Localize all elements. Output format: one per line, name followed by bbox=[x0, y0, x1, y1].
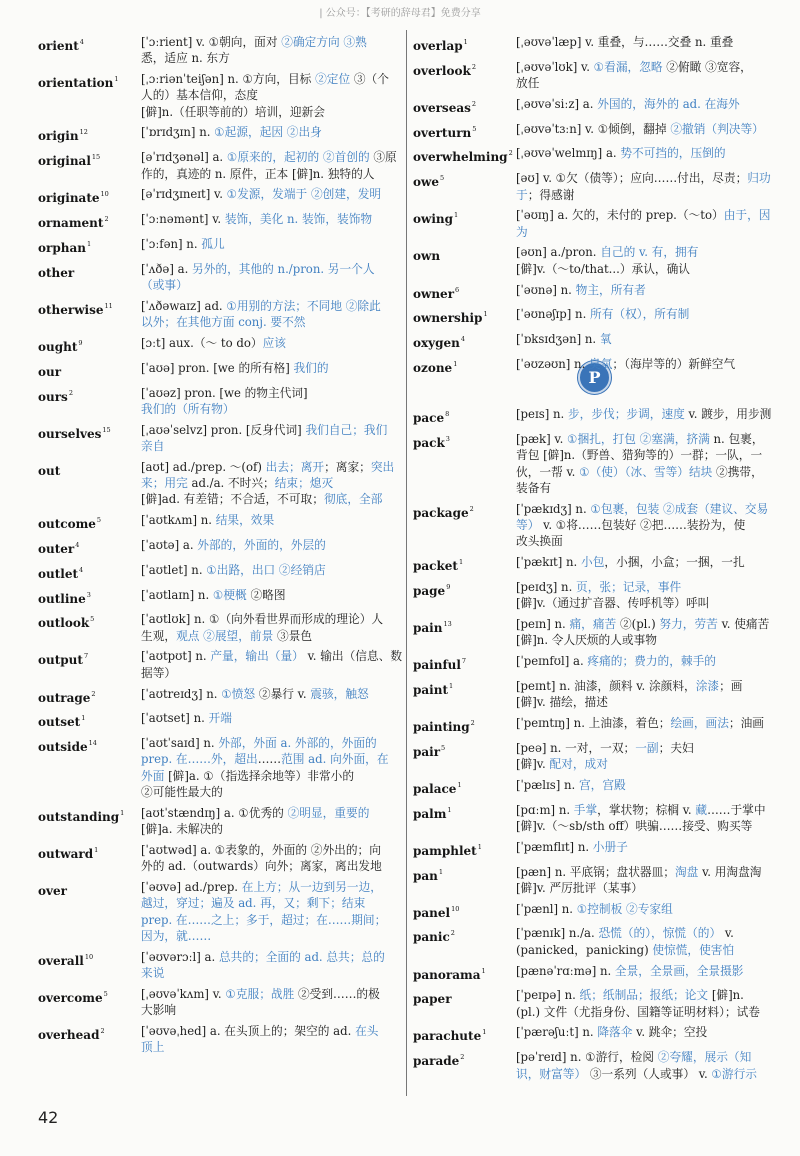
frequency-count: 1 bbox=[449, 681, 454, 690]
dictionary-entry bbox=[413, 306, 776, 326]
dictionary-entry bbox=[38, 261, 404, 294]
definition: [ˈpeɪpə] n. 纸；纸制品；报纸；论文 [僻]n. (pl.) 文件（尤指身份、国籍等证明材料）；试卷 bbox=[516, 988, 760, 1019]
definition: [ˈaʊtlʊk] n. ①（向外看世界而形成的理论）人 生观，观点 ②展望，前景 ③景色 bbox=[141, 612, 384, 643]
dictionary-entry bbox=[38, 186, 404, 206]
definition: [ˈəʊnəʃɪp] n. 所有（权），所有制 bbox=[516, 307, 690, 322]
frequency-count: 1 bbox=[447, 805, 452, 814]
definition: [əˈrɪdʒənəl] a. ①原来的，起初的 ②首创的 ③原 作的，真迹的 n. 原件，正本 [僻]n. 独特的人 bbox=[141, 150, 397, 181]
headword: oxygen$^4$ bbox=[413, 335, 466, 351]
dictionary-entry bbox=[38, 211, 404, 231]
headword: overall$^{10}$ bbox=[38, 952, 94, 968]
headword: palace$^1$ bbox=[413, 780, 462, 796]
headword: overhead$^2$ bbox=[38, 1026, 105, 1042]
definition: [pəˈreɪd] n. ①游行，检阅 ②夸耀，展示（知 识，财富等） ③一系列（人或事） v. ①游行示 bbox=[516, 1050, 757, 1081]
dictionary-entry bbox=[413, 901, 776, 921]
headword: outlet$^4$ bbox=[38, 565, 84, 581]
right-column bbox=[413, 34, 776, 1086]
section-letter-badge: P bbox=[578, 361, 611, 394]
definition: [ˌəʊvəˈsiːz] a. 外国的，海外的 ad. 在海外 bbox=[516, 96, 740, 111]
frequency-count: 3 bbox=[86, 590, 91, 599]
column-divider bbox=[406, 30, 407, 1096]
definition: [ˌəʊvəˈlʊk] v. ①看漏，忽略 ②俯瞰 ③宽容， 放任 bbox=[516, 59, 752, 91]
frequency-count: 2 bbox=[104, 215, 109, 224]
headword: panel$^{10}$ bbox=[413, 904, 460, 920]
dictionary-entry bbox=[413, 1049, 776, 1082]
definition: [əˈrɪdʒɪneɪt] v. ①发源，发端于 ②创建，发明 bbox=[141, 187, 382, 202]
frequency-count: 1 bbox=[477, 842, 482, 851]
headword: owing$^1$ bbox=[413, 211, 459, 227]
definition: [ɔːt] aux.（～ to do）应该 bbox=[141, 335, 286, 350]
dictionary-entry bbox=[413, 554, 776, 574]
headword: ours$^2$ bbox=[38, 388, 73, 404]
frequency-count: 3 bbox=[445, 435, 450, 444]
definition: [ˌəʊvəˈlæp] v. 重叠，与……交叠 n. 重叠 bbox=[516, 35, 734, 49]
definition: [aʊtˈstændɪŋ] a. ①优秀的 ②明显，重要的 [僻]a. 未解决的 bbox=[141, 805, 370, 837]
definition: [ˌaʊəˈselvz] pron. [反身代词] 我们自己；我们 亲自 bbox=[141, 422, 388, 453]
definition: [ˈəʊzəʊn] n. 臭氧；（海岸等的）新鲜空气 bbox=[516, 356, 736, 371]
headword: panorama$^1$ bbox=[413, 966, 486, 982]
headword: our bbox=[38, 364, 62, 379]
definition: [ˈɔːnəmənt] v. 装饰，美化 n. 装饰，装饰物 bbox=[141, 212, 373, 227]
definition: [ˈəʊnə] n. 物主，所有者 bbox=[516, 282, 646, 297]
dictionary-entry bbox=[413, 431, 776, 496]
definition: [ˈpeɪnfʊl] a. 疼痛的；费力的，棘手的 bbox=[516, 654, 716, 669]
dictionary-entry bbox=[413, 616, 776, 649]
dictionary-entry bbox=[413, 839, 776, 859]
dictionary-entry bbox=[413, 925, 776, 958]
definition: [ˈaʊtə] a. 外部的，外面的，外层的 bbox=[141, 537, 326, 552]
frequency-count: 2 bbox=[470, 719, 475, 727]
headword: paper bbox=[413, 992, 452, 1007]
definition: [ˈəʊɪŋ] a. 欠的，未付的 prep.（～to）由于，因为 bbox=[516, 208, 771, 239]
headword: orphan$^1$ bbox=[38, 239, 92, 255]
headword: overturn$^5$ bbox=[413, 124, 477, 140]
definition: [ˈpækɪdʒ] n. ①包裹，包装 ②成套（建议、交易 等） v. ①将……包装好 ②把……装扮为，使 改头换面 bbox=[516, 501, 769, 549]
frequency-count: 11 bbox=[104, 301, 113, 310]
frequency-count: 2 bbox=[469, 504, 474, 513]
headword: overcome$^5$ bbox=[38, 989, 108, 1005]
definition: [ˌəʊvəˈtɜːn] v. ①倾倒，翻掉 ②撤销（判决等） bbox=[516, 121, 764, 136]
dictionary-entry bbox=[413, 501, 776, 550]
dictionary-entry bbox=[38, 842, 404, 875]
dictionary-entry bbox=[413, 740, 776, 773]
dictionary-entry bbox=[413, 1024, 776, 1044]
definition: [ˈɒksɪdʒən] n. 氧 bbox=[516, 332, 612, 347]
definition: [ˈpænl] n. ①控制板 ②专家组 bbox=[516, 901, 673, 916]
dictionary-entry bbox=[413, 987, 776, 1020]
headword: overseas$^2$ bbox=[413, 99, 476, 115]
dictionary-entry bbox=[413, 59, 776, 92]
dictionary-entry bbox=[38, 949, 404, 982]
frequency-count: 7 bbox=[83, 652, 89, 661]
definition: [ˈaʊtkʌm] n. 结果，效果 bbox=[141, 513, 275, 528]
definition: [ˈʌðə] a. 另外的，其他的 n./pron. 另一个人 （或事） bbox=[141, 261, 375, 293]
frequency-count: 2 bbox=[471, 99, 476, 108]
frequency-count: 9 bbox=[446, 582, 451, 591]
frequency-count: 4 bbox=[79, 38, 84, 46]
left-column bbox=[38, 34, 404, 1060]
dictionary-entry bbox=[38, 735, 404, 800]
dictionary-entry bbox=[38, 648, 404, 681]
frequency-count: 4 bbox=[460, 335, 466, 344]
headword: outstanding$^1$ bbox=[38, 808, 125, 824]
frequency-count: 1 bbox=[458, 558, 464, 567]
dictionary-entry bbox=[413, 96, 776, 116]
definition: [ˈaʊtlaɪn] n. ①梗概 ②略图 bbox=[141, 587, 286, 602]
headword: other bbox=[38, 265, 75, 280]
definition: [aʊt] ad./prep. ～(of) 出去；离开；离家；突出 来；用完 ad./a. 不时兴；结束；熄灭 [僻]ad. 有差错；不合适，不可取；彻底，全部 bbox=[141, 459, 395, 507]
headword: parachute$^1$ bbox=[413, 1028, 487, 1044]
dictionary-entry bbox=[413, 406, 776, 426]
definition: [ˈaʊə] pron. [we 的所有格] 我们的 bbox=[141, 360, 329, 375]
frequency-count: 2 bbox=[471, 62, 476, 71]
frequency-count: 2 bbox=[91, 689, 96, 698]
definition: [pæn] n. 平底锅；盘状器皿；淘盘 v. 用淘盘淘 [僻]v. 严厉批评（某事） bbox=[516, 864, 762, 895]
dictionary-entry bbox=[38, 879, 404, 944]
headword: output$^7$ bbox=[38, 652, 89, 668]
dictionary-entry bbox=[413, 678, 776, 711]
frequency-count: 5 bbox=[96, 516, 102, 525]
dictionary-entry bbox=[38, 459, 404, 508]
frequency-count: 1 bbox=[86, 239, 92, 248]
headword: ourselves$^{15}$ bbox=[38, 425, 111, 441]
frequency-count: 8 bbox=[445, 410, 450, 419]
dictionary-entry bbox=[413, 145, 776, 165]
dictionary-entry bbox=[413, 121, 776, 141]
definition: [ˈɔːfən] n. 孤儿 bbox=[141, 236, 225, 251]
headword: overwhelming$^2$ bbox=[413, 149, 513, 165]
headword: outline$^3$ bbox=[38, 590, 91, 606]
definition: [peɪnt] n. 油漆，颜料 v. 涂颜料，涂漆；画 [僻]v. 描绘，描述 bbox=[516, 678, 743, 710]
frequency-count: 5 bbox=[439, 174, 445, 183]
definition: [ˈaʊtˈsaɪd] n. 外部，外面 a. 外部的，外面的 prep. 在……外，超出……范围 ad. 向外面，在 外面 [僻]a. ①（指选择余地等）非常小的 ②可能性最大的 bbox=[141, 736, 389, 799]
definition: [ˈəʊvərɔːl] a. 总共的；全面的 ad. 总共；总的 来说 bbox=[141, 949, 385, 980]
headword: outset$^1$ bbox=[38, 714, 86, 730]
dictionary-entry bbox=[38, 298, 404, 331]
definition: [ˈaʊtreɪdʒ] n. ①愤怒 ②暴行 v. 震骇，触怒 bbox=[141, 686, 369, 701]
page-header: | 公众号：【考研的辞母君】免费分享 bbox=[319, 8, 481, 19]
headword: outcome$^5$ bbox=[38, 516, 102, 532]
dictionary-entry bbox=[38, 537, 404, 557]
dictionary-entry bbox=[413, 715, 776, 735]
frequency-count: 5 bbox=[90, 615, 95, 624]
frequency-count: 1 bbox=[481, 966, 486, 975]
dictionary-entry bbox=[413, 244, 776, 277]
definition: [ˈaʊəz] pron. [we 的物主代词] 我们的（所有物） bbox=[141, 385, 308, 416]
dictionary-entry bbox=[38, 124, 404, 144]
definition: [ˈpækɪt] n. 小包，小捆，小盒；一捆，一扎 bbox=[516, 555, 745, 570]
headword: overlap$^1$ bbox=[413, 38, 468, 53]
headword: otherwise$^{11}$ bbox=[38, 301, 113, 317]
definition: [pɑːm] n. 手掌，掌状物；棕榈 v. 藏……于掌中 [僻]v.（～sb/sth off）哄骗……接受、购买等 bbox=[516, 802, 766, 833]
dictionary-entry bbox=[38, 562, 404, 582]
frequency-count: 5 bbox=[441, 743, 446, 752]
definition: [əʊn] a./pron. 自己的 v. 有，拥有 [僻]v.（～to/that...）承认，确认 bbox=[516, 245, 699, 276]
dictionary-entry bbox=[38, 422, 404, 455]
frequency-count: 10 bbox=[100, 190, 109, 199]
frequency-count: 14 bbox=[88, 739, 97, 748]
frequency-count: 1 bbox=[81, 714, 86, 723]
dictionary-entry bbox=[38, 986, 404, 1019]
dictionary-entry bbox=[38, 236, 404, 256]
definition: [əʊ] v. ①欠（债等）；应向……付出，尽责；归功 于；得感谢 bbox=[516, 171, 771, 202]
definition: [ˈaʊtset] n. 开端 bbox=[141, 711, 232, 726]
page-number: 42 bbox=[38, 1108, 59, 1127]
headword: pair$^5$ bbox=[413, 743, 446, 759]
headword: out bbox=[38, 463, 61, 478]
headword: orient$^4$ bbox=[38, 38, 84, 53]
frequency-count: 5 bbox=[103, 989, 108, 998]
definition: [peɪdʒ] n. 页，张；记录，事件 [僻]v.（通过扩音器、传呼机等）呼叫 bbox=[516, 579, 710, 611]
frequency-count: 12 bbox=[79, 128, 88, 137]
frequency-count: 13 bbox=[443, 620, 452, 629]
headword: pamphlet$^1$ bbox=[413, 842, 482, 858]
dictionary-entry bbox=[413, 579, 776, 612]
dictionary-entry bbox=[38, 335, 404, 355]
definition: [peɪs] n. 步，步伐；步调，速度 v. 踱步，用步测 bbox=[516, 407, 772, 422]
headword: origin$^{12}$ bbox=[38, 128, 88, 144]
frequency-count: 1 bbox=[454, 211, 459, 220]
dictionary-entry bbox=[38, 385, 404, 418]
definition: [ˈaʊtlet] n. ①出路，出口 ②经销店 bbox=[141, 562, 326, 577]
headword: pack$^3$ bbox=[413, 435, 450, 451]
frequency-count: 2 bbox=[508, 149, 513, 158]
definition: [peɪn] n. 痛，痛苦 ②(pl.) 努力，劳苦 v. 使痛苦 [僻]n. 令人厌烦的人或事物 bbox=[516, 617, 770, 648]
definition: [ˈɒrɪdʒɪn] n. ①起源，起因 ②出身 bbox=[141, 125, 322, 140]
definition: [ˈʌðəwaɪz] ad. ①用别的方法；不同地 ②除此 以外；在其他方面 conj. 要不然 bbox=[141, 298, 381, 330]
frequency-count: 15 bbox=[91, 153, 101, 162]
definition: [pænəˈrɑːmə] n. 全景，全景画，全景摄影 bbox=[516, 963, 744, 978]
headword: outer$^4$ bbox=[38, 540, 80, 556]
definition: [peə] n. 一对，一双；一副；夫妇 [僻]v. 配对，成对 bbox=[516, 740, 694, 772]
frequency-count: 2 bbox=[68, 388, 73, 397]
definition: [ˈəʊvə] ad./prep. 在上方；从一边到另一边， 越过，穿过；遍及 ad. 再，又；剩下；结束 prep. 在……之上；多于，超过；在……期间； 因为，就…… bbox=[141, 879, 387, 943]
frequency-count: 7 bbox=[461, 657, 467, 666]
headword: outlook$^5$ bbox=[38, 615, 95, 631]
headword: ought$^9$ bbox=[38, 338, 83, 354]
frequency-count: 1 bbox=[114, 75, 119, 84]
definition: [ˈpænɪk] n./a. 恐慌（的），惊慌（的） v. (panicked，panicking) 使惊慌，使害怕 bbox=[516, 926, 735, 957]
headword: own bbox=[413, 249, 441, 264]
headword: parade$^2$ bbox=[413, 1053, 465, 1069]
dictionary-entry bbox=[38, 805, 404, 838]
headword: page$^9$ bbox=[413, 582, 451, 598]
dictionary-entry bbox=[413, 653, 776, 673]
dictionary-entry bbox=[413, 802, 776, 835]
definition: [ˌəʊvəˈkʌm] v. ①克服；战胜 ②受到……的极 大影响 bbox=[141, 986, 380, 1018]
headword: panic$^2$ bbox=[413, 929, 455, 945]
frequency-count: 5 bbox=[472, 124, 477, 133]
frequency-count: 4 bbox=[79, 565, 84, 574]
headword: package$^2$ bbox=[413, 504, 474, 520]
headword: packet$^1$ bbox=[413, 558, 464, 574]
dictionary-entry bbox=[38, 149, 404, 182]
headword: owner$^6$ bbox=[413, 285, 460, 301]
frequency-count: 4 bbox=[75, 540, 80, 549]
frequency-count: 1 bbox=[483, 310, 488, 319]
headword: over bbox=[38, 883, 67, 898]
headword: pain$^{13}$ bbox=[413, 620, 452, 636]
frequency-count: 9 bbox=[78, 338, 83, 347]
frequency-count: 2 bbox=[460, 1053, 465, 1062]
definition: [ˌɔːriənˈteiʃən] n. ①方向，目标 ②定位 ③（个 人的）基本信仰，态度 [僻]n.（任职等前的）培训，迎新会 bbox=[141, 72, 389, 119]
frequency-count: 1 bbox=[482, 1028, 487, 1037]
definition: [ˈpæmflɪt] n. 小册子 bbox=[516, 839, 628, 854]
dictionary-entry bbox=[413, 207, 776, 240]
dictionary-entry bbox=[38, 360, 404, 380]
dictionary-entry bbox=[38, 34, 404, 67]
definition: [ˈɔːrient] v. ①朝向，面对 ②确定方向 ③熟 悉，适应 n. 东方 bbox=[141, 35, 367, 66]
headword: outrage$^2$ bbox=[38, 689, 96, 705]
dictionary-entry bbox=[413, 331, 776, 351]
headword: ozone$^1$ bbox=[413, 359, 458, 375]
definition: [pæk] v. ①捆扎，打包 ②塞满，挤满 n. 包裹， 背包 [僻]n.（野兽、猎狗等的）一群；一队，一 伙，一帮 v. ①（使）（冰、雪等）结块 ②携带， 装备有 bbox=[516, 432, 764, 495]
dictionary-entry bbox=[38, 686, 404, 706]
headword: pace$^8$ bbox=[413, 410, 450, 426]
frequency-count: 2 bbox=[100, 1026, 105, 1035]
frequency-count: 15 bbox=[102, 425, 111, 434]
headword: outward$^1$ bbox=[38, 845, 99, 861]
definition: [ˈpeɪntɪŋ] n. 上油漆，着色；绘画，画法；油画 bbox=[516, 716, 764, 730]
headword: originate$^{10}$ bbox=[38, 190, 109, 206]
dictionary-entry bbox=[38, 611, 404, 644]
headword: ownership$^1$ bbox=[413, 310, 488, 326]
frequency-count: 1 bbox=[94, 845, 99, 854]
headword: owe$^5$ bbox=[413, 174, 445, 190]
headword: original$^{15}$ bbox=[38, 153, 101, 169]
headword: palm$^1$ bbox=[413, 805, 452, 821]
dictionary-entry bbox=[38, 71, 404, 120]
frequency-count: 1 bbox=[438, 867, 444, 876]
definition: [ˌəʊvəˈwelmɪŋ] a. 势不可挡的，压倒的 bbox=[516, 146, 726, 161]
dictionary-entry bbox=[413, 356, 776, 376]
dictionary-entry bbox=[413, 34, 776, 54]
frequency-count: 2 bbox=[450, 929, 455, 938]
definition: [ˈaʊtpʊt] n. 产量，输出（量） v. 输出（信息、数 据等） bbox=[141, 649, 403, 680]
dictionary-entry bbox=[413, 282, 776, 302]
dictionary-entry bbox=[38, 1023, 404, 1056]
headword: pan$^1$ bbox=[413, 867, 444, 883]
frequency-count: 1 bbox=[120, 808, 125, 817]
definition: [ˈpærəʃuːt] n. 降落伞 v. 跳伞；空投 bbox=[516, 1025, 708, 1040]
frequency-count: 1 bbox=[463, 38, 468, 46]
frequency-count: 6 bbox=[455, 285, 460, 294]
headword: paint$^1$ bbox=[413, 681, 454, 697]
headword: ornament$^2$ bbox=[38, 215, 109, 231]
dictionary-entry bbox=[38, 587, 404, 607]
frequency-count: 10 bbox=[84, 952, 94, 961]
frequency-count: 1 bbox=[457, 780, 462, 789]
headword: painting$^2$ bbox=[413, 719, 475, 734]
dictionary-entry bbox=[413, 777, 776, 797]
dictionary-entry bbox=[413, 170, 776, 203]
dictionary-entry bbox=[38, 512, 404, 532]
dictionary-entry bbox=[413, 963, 776, 983]
headword: outside$^{14}$ bbox=[38, 739, 97, 755]
dictionary-entry bbox=[38, 710, 404, 730]
headword: overlook$^2$ bbox=[413, 62, 476, 78]
definition: [ˈaʊtwəd] a. ①表象的，外面的 ②外出的；向 外的 ad.（outwards）向外；离家，离出发地 bbox=[141, 842, 382, 874]
frequency-count: 10 bbox=[451, 904, 460, 913]
definition: [ˈpælɪs] n. 宫，宫殿 bbox=[516, 777, 626, 792]
dictionary-entry bbox=[413, 864, 776, 897]
headword: orientation$^1$ bbox=[38, 75, 119, 91]
headword: painful$^7$ bbox=[413, 657, 467, 673]
definition: [ˈəʊvəˌhed] a. 在头顶上的；架空的 ad. 在头 顶上 bbox=[141, 1023, 379, 1055]
frequency-count: 1 bbox=[453, 359, 458, 368]
